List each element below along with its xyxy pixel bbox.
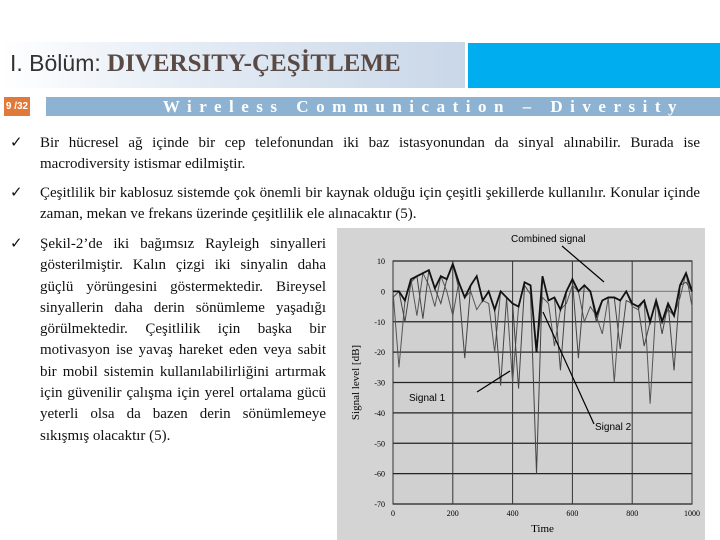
- x-tick-label: 0: [391, 509, 395, 518]
- bullet-item: ✓ Çeşitlilik bir kablosuz sistemde çok önemli bir kaynak olduğu için çeşitli şekillerde kullanılır. Konular içinde zaman, mekan ve frekans üzerinde çeşitlilik ele alınacaktır (5).: [10, 185, 700, 223]
- annotation-signal-2: Signal 2: [595, 422, 632, 433]
- x-tick-label: 800: [626, 509, 639, 518]
- signal-chart: [337, 228, 705, 540]
- y-tick-label: -50: [374, 439, 385, 449]
- bullet-item: ✓ Şekil-2’de iki bağımsız Rayleigh sinyalleri gösterilmiştir. Kalın çizgi iki sinyalin daha güçlü yörüngesini göstermektedir. Bireysel sinyallerin daha derin sönümleme yaşadığı görülmektedir. Çeşitlilik için başka bir motivasyon ise yavaş hareket eden veya sabit bir mobil sistemin kullanılabilirliğini artırmak için güvenilir çalışma için yerel ortalama gücü yeterli olsa da bazen derin sönümlemeye sıkışmış olacaktır (5).: [10, 236, 326, 444]
- page-number: 9 /32: [4, 97, 30, 116]
- y-tick-label: -20: [374, 348, 385, 358]
- x-tick-label: 1000: [684, 509, 700, 518]
- x-tick-label: 600: [566, 509, 579, 518]
- bullet-item: ✓ Bir hücresel ağ içinde bir cep telefonundan iki baz istasyonundan da sinyal alınabilir. Burada ise macrodiversity istismar edilmiştir.: [10, 135, 700, 173]
- y-tick-label: -40: [374, 408, 385, 418]
- y-tick-label: -10: [374, 317, 385, 327]
- checkmark-icon: ✓: [10, 236, 23, 252]
- checkmark-icon: ✓: [10, 185, 23, 201]
- x-axis-label: Time: [531, 523, 554, 535]
- banner-text: Wireless Communication – Diversity: [162, 97, 684, 116]
- accent-block: [468, 43, 720, 88]
- banner: [46, 97, 720, 116]
- x-tick-label: 400: [506, 509, 519, 518]
- x-tick-label: 200: [446, 509, 459, 518]
- annotation-signal-1: Signal 1: [409, 393, 446, 404]
- slide-title: I. Bölüm: DIVERSITY-ÇEŞİTLEME: [10, 50, 401, 77]
- checkmark-icon: ✓: [10, 135, 23, 151]
- y-tick-label: 0: [381, 287, 385, 297]
- y-tick-label: -70: [374, 500, 385, 509]
- y-tick-label: 10: [377, 257, 385, 266]
- y-tick-label: -60: [374, 469, 385, 479]
- y-axis-label: Signal level [dB]: [350, 344, 362, 421]
- annotation-combined-signal: Combined signal: [511, 234, 586, 245]
- y-tick-label: -30: [374, 378, 385, 388]
